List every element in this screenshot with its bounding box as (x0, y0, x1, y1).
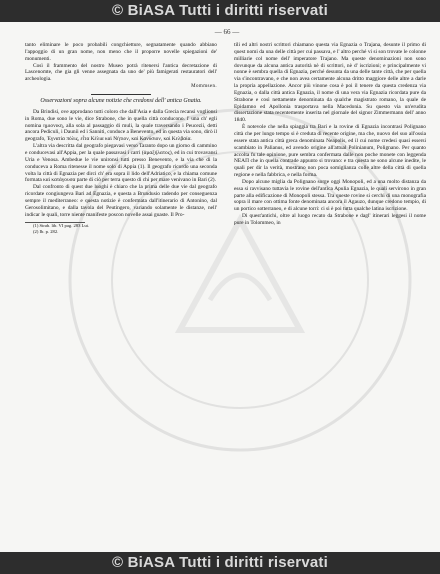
footnote: (1) Strab. lib. VI pag. 283 Lut. (33, 223, 90, 229)
page-number: — 66 — (214, 28, 240, 36)
body-paragraph: Da Brindisi, ove approdano tutti coloro che dall'Asia e dalla Grecia recansi voglionsi in Roma, due sono le vie, dice Strabone, che in quella città conducono. l' una ch' egli nomina ημιοvικη, alla sola al passaggio di muli, la quale traversando i Peucezii, detti ancora Pediculi, i Daunii ed i Sanniti, conduce a Benevento, ed in questa via sono, dirò il geografo, Ἐγνατία πόλις, εἶτα Κέλια καὶ Νήτιον, καὶ Κανύσιον, καὶ Κελβαία. (25, 108, 217, 143)
author-signature: Mommsen. (191, 84, 217, 90)
intro-paragraph: Così il frammento del nostro Museo potrà ritenersi l'antica decretazione di Lascenomte, che gia gli venne assegnata da uno de' più famigerati restauratori dell' archeologia. (25, 62, 217, 83)
body-paragraph: È notevole che nella spiaggia tra Bari e la rovine di Egnazia incontrasi Polignano città che per lungo tempo si è creduta di recente origine, ma che, nuovo del suo all'ossia essere stata antica città greca denominata Neapolis, ed il cui nome credesi quasi essersi scambiato in Palianus, ed avendo origine all'attual Polinianum, Polignano. Per quanto accolta fu tale opinione, pure sembra confermata dalle non poche monete con leggenda ΝΕΑΠ che in quella contrade appunto si trovano: e tra questa ne sono alcune inedite, le quali per dir la verità, mostrano non poca somiglianza colle altre della città di quella regione e nella fabbrica, e nella forma. (234, 124, 426, 179)
body-paragraph: Dal confronto di quest due luoghi è chiaro che la prima delle due vie dal geografo ricordate congiungeva Bari ad Egnazia, e questa a Brundusio radendo per conseguenza sempre il mediterraneo: e questa notizie è confermata dall'itinerario di Antonino, dal Gerosolimitano, e dalla tavola del Peutingero, variando solamente le distanze, nell' indicar le quali, torre niente manifeste poscon novelle assai guaste. Il Pro- (25, 184, 217, 218)
section-divider (91, 94, 151, 95)
left-column (25, 42, 217, 235)
copyright-banner-bottom: © BiASA Tutti i diritti riservati (0, 552, 440, 574)
body-paragraph: Dopo alcune miglia da Polignano sorge oggi Monopoli, ed a una molto distanza da essa si ravvisano tuttavia le rovine dell'antica Apulia Egnazia, le quali servirono in gran parte alla edificazione di Monopoli stessa. Tra queste rovine si cerchi di una monografia sopra il mare con ottima fonte denominata ancora il Agauzo, dunque credono tempio, di un portico sotterraneo, e di alcune torri: ci si è poi tutta qualche latina iscrizione. (234, 178, 426, 213)
copyright-banner-top: © BiASA Tutti i diritti riservati (0, 0, 440, 22)
footnote: (2) Ib. p. 282. (33, 229, 59, 234)
body-paragraph: tili ed altri nostri scrittori chiamano questa via Egnazia o Trajana, desunte il primo di quest nomi da una delle città per cui passava, e l' altro perché vi si son trovate le colonne milliarie col nome dell' imperatore Trajano. Ma queste denominazioni non sono dovunque da alcuna antica autorità nè di scrittori, nè d' iscrizioni; e principalmente vi nonne è sembra quella di Egnazia, perché desunta da una delle tante città, che per quella via s'incontravano, e che non avea certamente alcuna dritto maggiore delle altre a darle la propria appellazione. Ancor più vinone cosa è poi il tenere da questa credenza via Egnazia, o dalla città antica Egnazia, il nome di una vera via Egnazia ricordata pure da Strabone e così nettamente denominata da qualche magistrato romano, la quale de Epidamno ed Apollonia trasportava nella Macedonia. Su questo via un'erudita dissertazione stata recentemente inserita nel giornale del signor Zimmermann dell' anno 1840. (234, 42, 426, 124)
body-paragraph: Di quest'antichi, oltre al luogo recato da Strabone e dagl' itinerari leggesi il nome pure in Tolommeo, in (234, 213, 426, 226)
document-page (25, 22, 429, 552)
right-column (234, 42, 426, 227)
body-paragraph: L'altra via descritta dal geografo piegavasi verso Taranto dopo un giorno di cammino e conducevasi all'Appia, per la quale passavasi i carri (ἁμαξήλατος), ed in cui trovavansi Uria e Venosa. Ambedue le vie unironsi tutti presso Benevento, e la via che di la conduceva a Roma ritenesse il nome solo di Appia (1). Il geografo ricordo una seconda volta la città di Egnazia per dirci ch' era sopra il lido dell'Adriatico, e la chiama comune formata καὶ κατάγουσα parte di ciò per terra questo di chi per mare venivano in Bari (2). (25, 143, 217, 184)
section-heading: Osservazioni sopra alcune notizie che credonsi dell' antica Gnatia. (40, 97, 202, 104)
intro-paragraph: tanto eliminare le poco probabili congchietture, segnatamente quando abbiano l'appoggio di un gran nome, non meno che il proporre novelle spiegazioni de' monumenti. (25, 42, 217, 62)
